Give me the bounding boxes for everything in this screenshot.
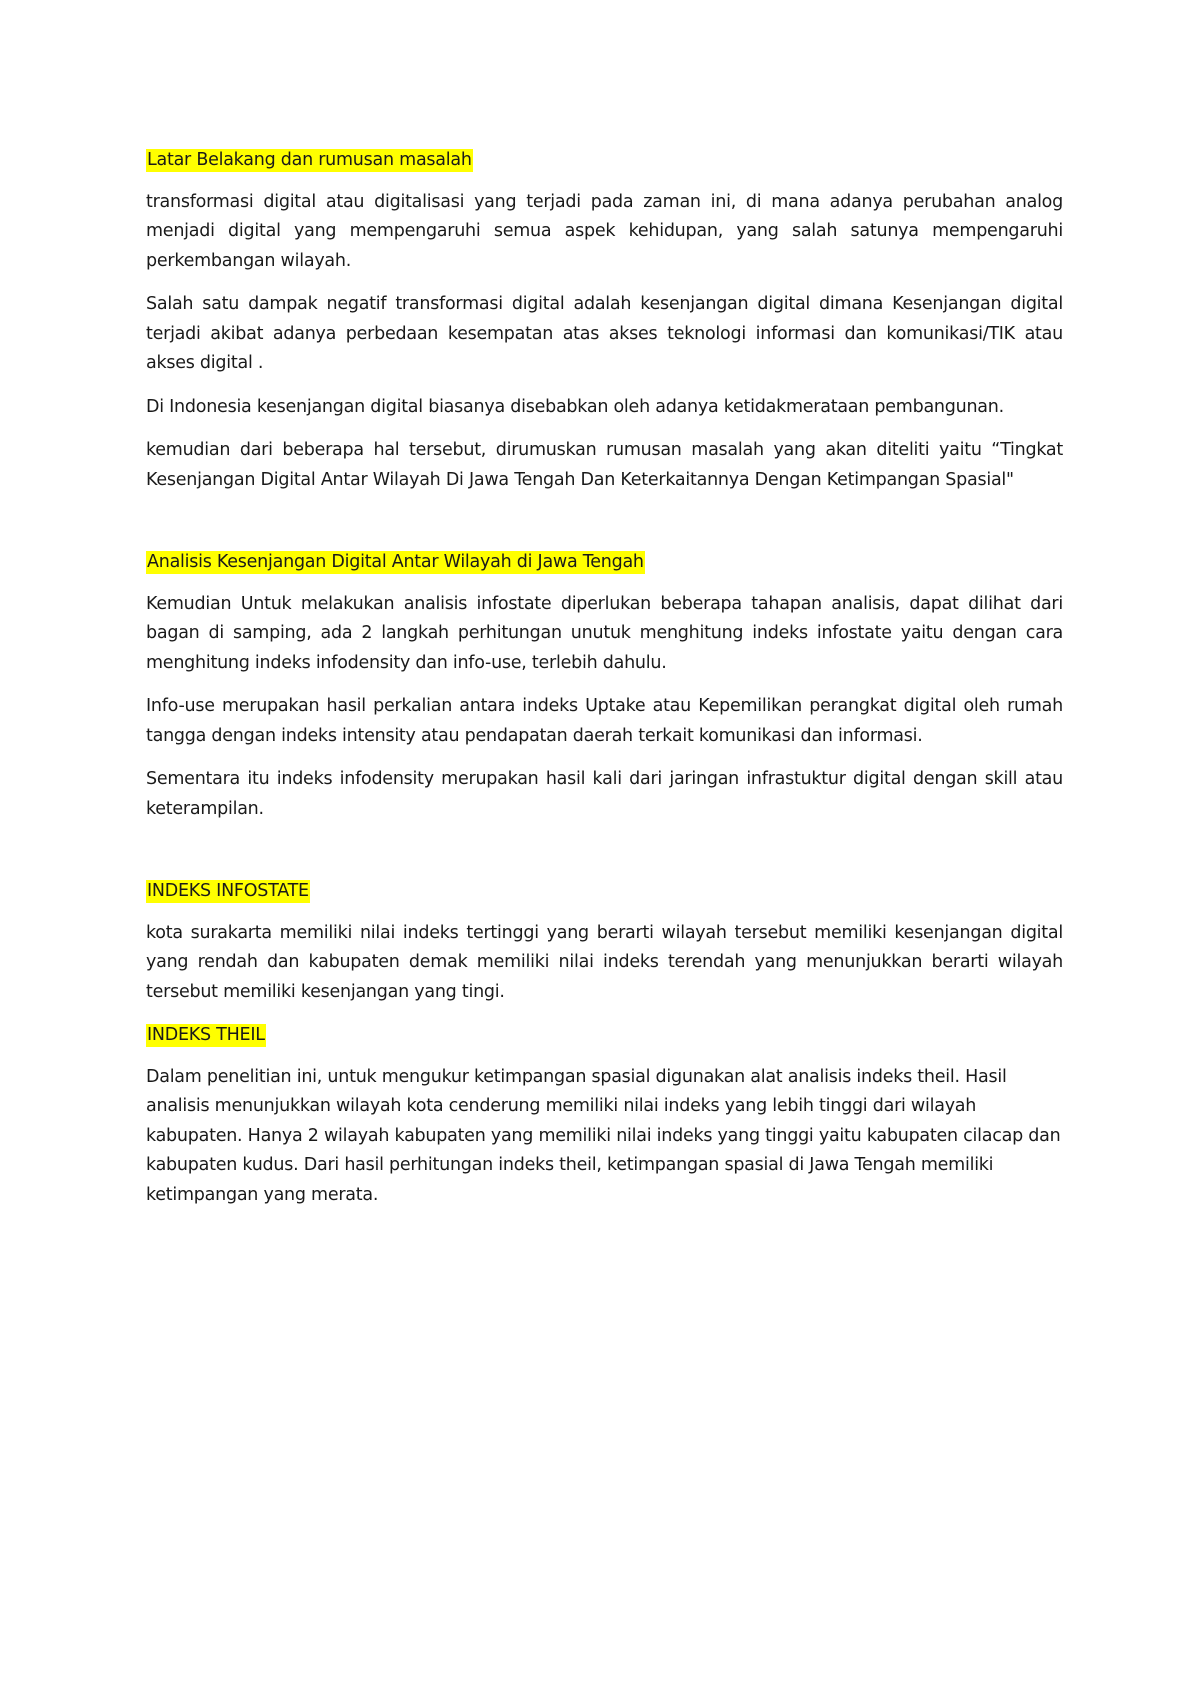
paragraph: kemudian dari beberapa hal tersebut, dirumuskan rumusan masalah yang akan diteliti yaitu “Tingkat Kesenjangan Digital Antar Wilayah Di Jawa Tengah Dan Keterkaitannya Dengan Ketimpangan Spasial" — [146, 440, 1063, 490]
section-spacer — [146, 838, 1063, 877]
section-latar-belakang — [146, 146, 1063, 495]
section-indeks-theil — [146, 1021, 1063, 1210]
paragraph: Kemudian Untuk melakukan analisis infostate diperlukan beberapa tahapan analisis, dapat dilihat dari bagan di samping, ada 2 langkah perhitungan unutuk menghitung indeks infostate yaitu dengan cara menghitung indeks infodensity dan info-use, terlebih dahulu. — [146, 593, 1063, 673]
section-analisis — [146, 548, 1063, 824]
paragraph: transformasi digital atau digitalisasi yang terjadi pada zaman ini, di mana adanya perubahan analog menjadi digital yang mempengaruhi semua aspek kehidupan, yang salah satunya mempengaruhi perkembangan wilayah. — [146, 191, 1063, 271]
paragraph: kota surakarta memiliki nilai indeks tertinggi yang berarti wilayah tersebut memiliki kesenjangan digital yang rendah dan kabupaten demak memiliki nilai indeks terendah yang menunjukkan berarti wilayah tersebut memiliki kesenjangan yang tingi. — [146, 922, 1063, 1002]
section-heading: Analisis Kesenjangan Digital Antar Wilayah di Jawa Tengah — [147, 552, 644, 572]
document-body — [146, 146, 1063, 1224]
paragraph: Salah satu dampak negatif transformasi digital adalah kesenjangan digital dimana Kesenjangan digital terjadi akibat adanya perbedaan kesempatan atas akses teknologi informasi dan komunikasi/TIK atau akses digital . — [146, 294, 1063, 373]
paragraph: Di Indonesia kesenjangan digital biasanya disebabkan oleh adanya ketidakmerataan pembangunan. — [146, 396, 1004, 417]
section-indeks-infostate — [146, 877, 1063, 1007]
paragraph: Info-use merupakan hasil perkalian antara indeks Uptake atau Kepemilikan perangkat digital oleh rumah tangga dengan indeks intensity atau pendapatan daerah terkait komunikasi dan informasi. — [146, 696, 1063, 746]
section-heading: INDEKS INFOSTATE — [147, 881, 309, 901]
section-heading: Latar Belakang dan rumusan masalah — [147, 150, 472, 170]
section-heading: INDEKS THEIL — [147, 1025, 265, 1045]
paragraph: Sementara itu indeks infodensity merupakan hasil kali dari jaringan infrastuktur digital dengan skill atau keterampilan. — [146, 769, 1063, 819]
section-spacer — [146, 509, 1063, 548]
paragraph: Dalam penelitian ini, untuk mengukur ketimpangan spasial digunakan alat analisis indeks theil. Hasil analisis menunjukkan wilayah kota cenderung memiliki nilai indeks yang lebih tinggi dari wilayah kabupaten. Hanya 2 wilayah kabupaten yang memiliki nilai indeks yang tinggi yaitu kabupaten cilacap dan kabupaten kudus. Dari hasil perhitungan indeks theil, ketimpangan spasial di Jawa Tengah memiliki ketimpangan yang merata. — [146, 1066, 1061, 1205]
